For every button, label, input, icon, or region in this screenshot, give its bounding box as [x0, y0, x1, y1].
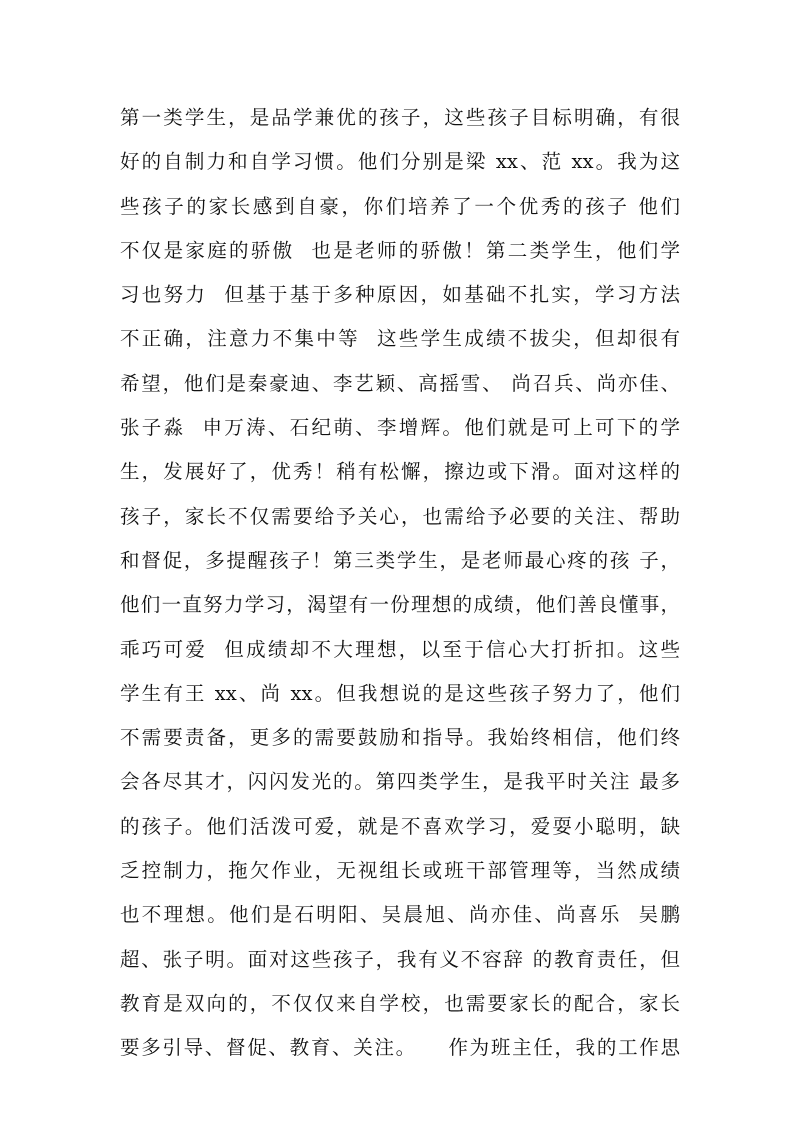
text-line: 些孩子的家长感到自豪，你们培养了一个优秀的孩子 他们 — [120, 194, 680, 218]
text-line: 张子淼 申万涛、石纪萌、李增辉。他们就是可上可下的学 — [120, 416, 680, 440]
text-line: 不正确，注意力不集中等 这些学生成绩不拔尖，但却很有 — [120, 327, 680, 351]
text-line: 乏控制力，拖欠作业，无视组长或班干部管理等，当然成绩 — [120, 859, 680, 883]
text-line: 学生有王 xx、尚 xx。但我想说的是这些孩子努力了，他们 — [120, 681, 680, 705]
text-line: 孩子，家长不仅需要给予关心，也需给予必要的关注、帮助 — [120, 504, 680, 528]
text-line: 习也努力 但基于基于多种原因，如基础不扎实，学习方法 — [120, 283, 680, 307]
text-line: 要多引导、督促、教育、关注。 作为班主任，我的工作思 — [120, 1036, 680, 1060]
body-paragraph — [120, 96, 680, 1071]
text-line: 会各尽其才，闪闪发光的。第四类学生，是我平时关注 最多 — [120, 770, 680, 794]
text-line: 第一类学生，是品学兼优的孩子，这些孩子目标明确，有很 — [120, 106, 680, 129]
text-line: 乖巧可爱 但成绩却不大理想，以至于信心大打折扣。这些 — [120, 637, 680, 661]
text-line: 他们一直努力学习，渴望有一份理想的成绩，他们善良懂事， — [120, 593, 680, 617]
text-line: 的孩子。他们活泼可爱，就是不喜欢学习，爱耍小聪明，缺 — [120, 814, 680, 838]
text-line: 好的自制力和自学习惯。他们分别是梁 xx、范 xx。我为这 — [120, 150, 680, 174]
text-line: 教育是双向的，不仅仅来自学校，也需要家长的配合，家长 — [120, 991, 680, 1015]
text-line: 希望，他们是秦豪迪、李艺颖、高摇雪、 尚召兵、尚亦佳、 — [120, 371, 680, 395]
text-line: 生，发展好了，优秀！稍有松懈，擦边或下滑。面对这样的 — [120, 460, 680, 484]
text-line: 不需要责备，更多的需要鼓励和指导。我始终相信，他们终 — [120, 726, 680, 750]
text-line: 和督促，多提醒孩子！第三类学生，是老师最心疼的孩 子， — [120, 548, 680, 572]
text-line: 超、张子明。面对这些孩子，我有义不容辞 的教育责任，但 — [120, 947, 680, 971]
text-line: 不仅是家庭的骄傲 也是老师的骄傲！第二类学生，他们学 — [120, 238, 680, 262]
text-line: 也不理想。他们是石明阳、吴晨旭、尚亦佳、尚喜乐 吴鹏 — [120, 903, 680, 927]
